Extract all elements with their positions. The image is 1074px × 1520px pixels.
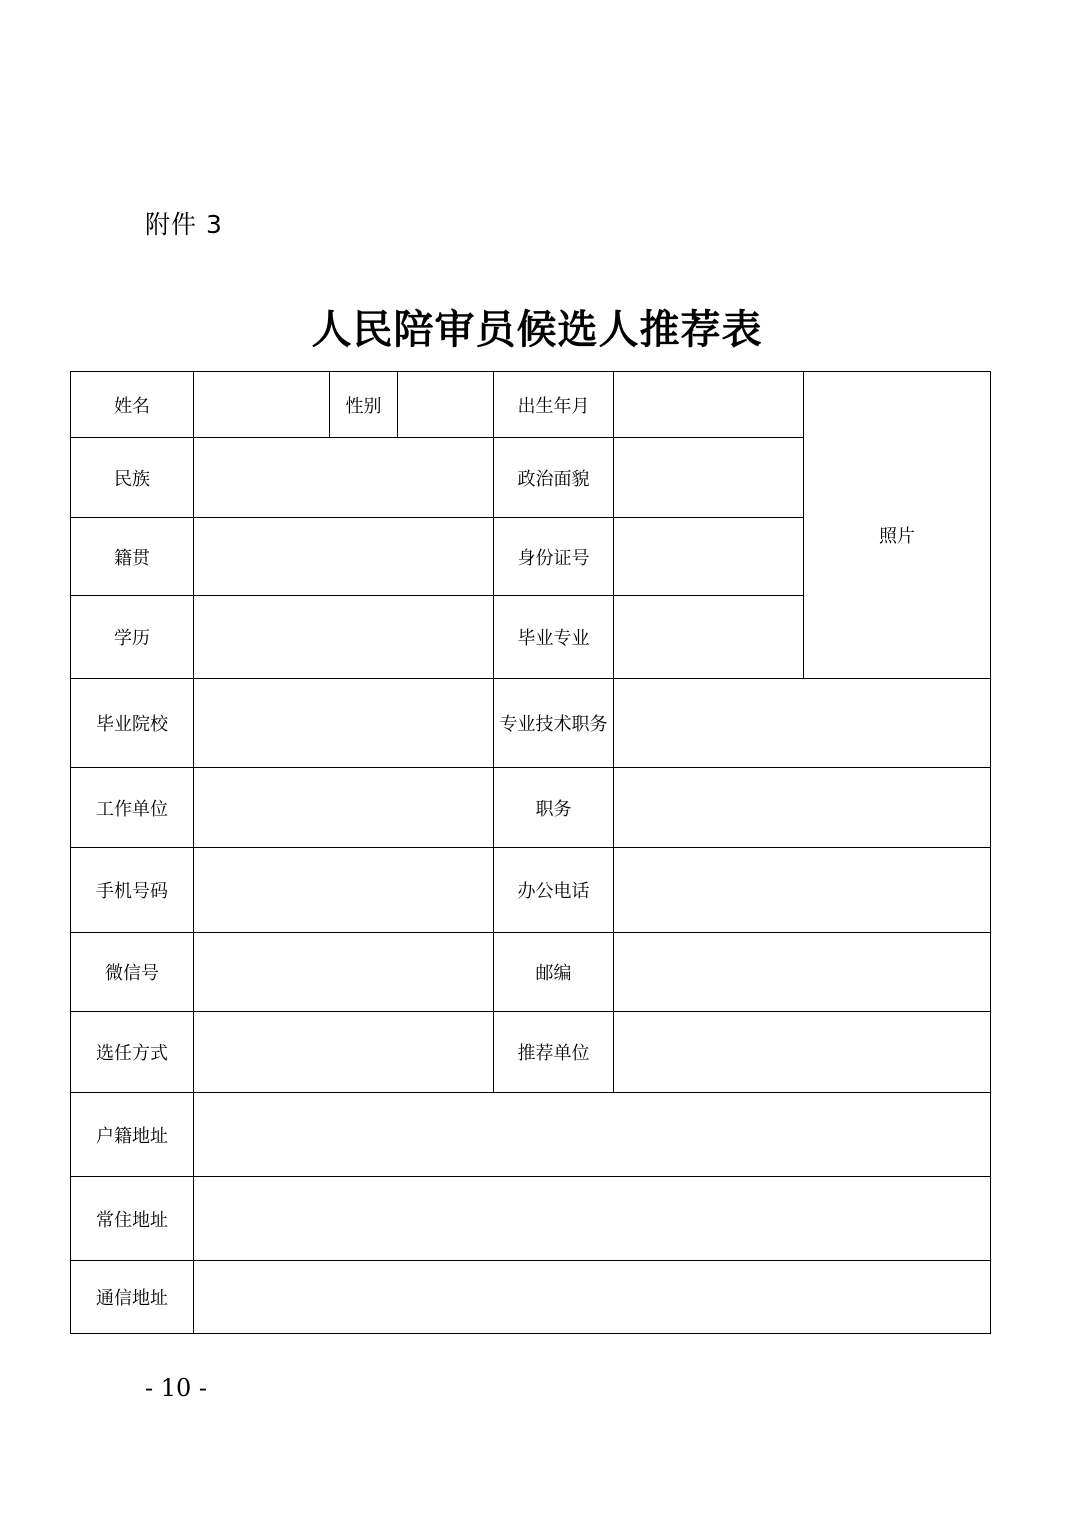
school-field[interactable]: [194, 679, 494, 768]
household-address-label: 户籍地址: [71, 1093, 194, 1177]
native-place-field[interactable]: [194, 518, 494, 596]
form-title: 人民陪审员候选人推荐表: [311, 306, 763, 353]
birth-field[interactable]: [614, 372, 804, 438]
major-label: 毕业专业: [494, 596, 614, 679]
residence-address-field[interactable]: [194, 1177, 991, 1261]
work-unit-label: 工作单位: [71, 768, 194, 848]
office-phone-label: 办公电话: [494, 848, 614, 933]
office-phone-field[interactable]: [614, 848, 991, 933]
attachment-label: 附件 3: [145, 210, 223, 239]
postcode-label: 邮编: [494, 933, 614, 1012]
gender-label: 性别: [330, 372, 398, 438]
id-number-label: 身份证号: [494, 518, 614, 596]
major-field[interactable]: [614, 596, 804, 679]
mailing-address-field[interactable]: [194, 1261, 991, 1334]
id-number-field[interactable]: [614, 518, 804, 596]
position-field[interactable]: [614, 768, 991, 848]
political-label: 政治面貌: [494, 438, 614, 518]
recommendation-form: [70, 371, 991, 1334]
political-field[interactable]: [614, 438, 804, 518]
ethnicity-label: 民族: [71, 438, 194, 518]
education-label: 学历: [71, 596, 194, 679]
selection-method-field[interactable]: [194, 1012, 494, 1093]
household-address-field[interactable]: [194, 1093, 991, 1177]
mailing-address-label: 通信地址: [71, 1261, 194, 1334]
birth-label: 出生年月: [494, 372, 614, 438]
photo-box[interactable]: 照片: [804, 372, 991, 679]
mobile-field[interactable]: [194, 848, 494, 933]
work-unit-field[interactable]: [194, 768, 494, 848]
native-place-label: 籍贯: [71, 518, 194, 596]
name-label: 姓名: [71, 372, 194, 438]
ethnicity-field[interactable]: [194, 438, 494, 518]
postcode-field[interactable]: [614, 933, 991, 1012]
education-field[interactable]: [194, 596, 494, 679]
residence-address-label: 常住地址: [71, 1177, 194, 1261]
recommending-unit-label: 推荐单位: [494, 1012, 614, 1093]
gender-field[interactable]: [398, 372, 494, 438]
recommending-unit-field[interactable]: [614, 1012, 991, 1093]
school-label: 毕业院校: [71, 679, 194, 768]
page-number: - 10 -: [145, 1374, 208, 1402]
position-label: 职务: [494, 768, 614, 848]
tech-title-label: 专业技术职务: [494, 679, 614, 768]
tech-title-field[interactable]: [614, 679, 991, 768]
name-field[interactable]: [194, 372, 330, 438]
mobile-label: 手机号码: [71, 848, 194, 933]
wechat-field[interactable]: [194, 933, 494, 1012]
selection-method-label: 选任方式: [71, 1012, 194, 1093]
wechat-label: 微信号: [71, 933, 194, 1012]
